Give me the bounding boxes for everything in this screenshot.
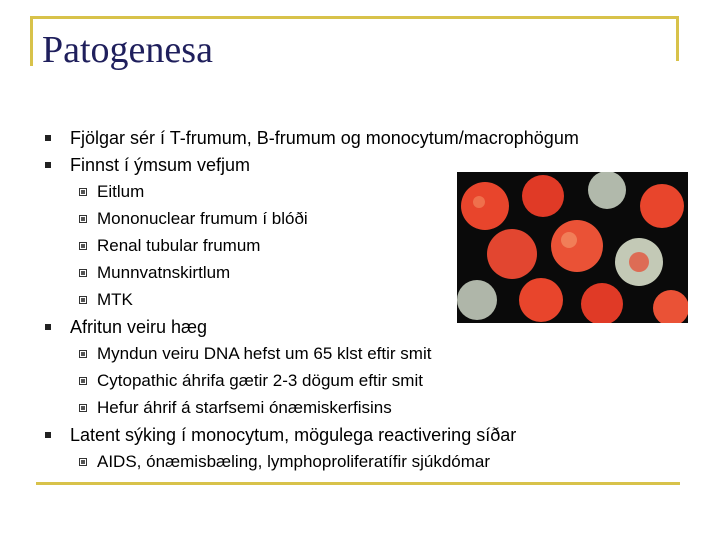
sub-bullet-marker (79, 242, 87, 250)
sub-bullet-marker (79, 269, 87, 277)
sub-bullet-marker (79, 215, 87, 223)
list-item: Hefur áhrif á starfsemi ónæmiskerfisins (97, 398, 392, 417)
sub-bullet-marker (79, 350, 87, 358)
sub-bullet-marker (79, 377, 87, 385)
list-item: AIDS, ónæmisbæling, lymphoproliferatífir sjúkdómar (97, 452, 491, 471)
list-item: Myndun veiru DNA hefst um 65 klst eftir smit (97, 344, 432, 363)
bullet-marker (45, 324, 51, 330)
frame-bottom-line (36, 482, 680, 485)
bullet-marker (45, 162, 51, 168)
list-item: Afritun veiru hæg (70, 317, 208, 337)
bullet-marker (45, 432, 51, 438)
list-item: Fjölgar sér í T-frumum, B-frumum og monocytum/macrophögum (70, 128, 579, 148)
sub-bullet-marker (79, 296, 87, 304)
bullet-marker (45, 135, 51, 141)
slide-title: Patogenesa (42, 29, 213, 71)
frame-left-line (30, 16, 33, 66)
sub-bullet-marker (79, 404, 87, 412)
list-item: Renal tubular frumum (97, 236, 261, 255)
list-item: Cytopathic áhrifa gætir 2-3 dögum eftir smit (97, 371, 423, 390)
list-item: Finnst í ýmsum vefjum (70, 155, 251, 175)
list-item: Mononuclear frumum í blóði (97, 209, 308, 228)
list-item: Eitlum (97, 182, 145, 201)
frame-top-line (30, 16, 678, 19)
frame-right-line (676, 16, 679, 61)
cell-micrograph-image (457, 172, 688, 323)
list-item: Munnvatnskirtlum (97, 263, 231, 282)
list-item: MTK (97, 290, 133, 309)
sub-bullet-marker (79, 188, 87, 196)
sub-bullet-marker (79, 458, 87, 466)
list-item: Latent sýking í monocytum, mögulega reactivering síðar (70, 425, 517, 445)
